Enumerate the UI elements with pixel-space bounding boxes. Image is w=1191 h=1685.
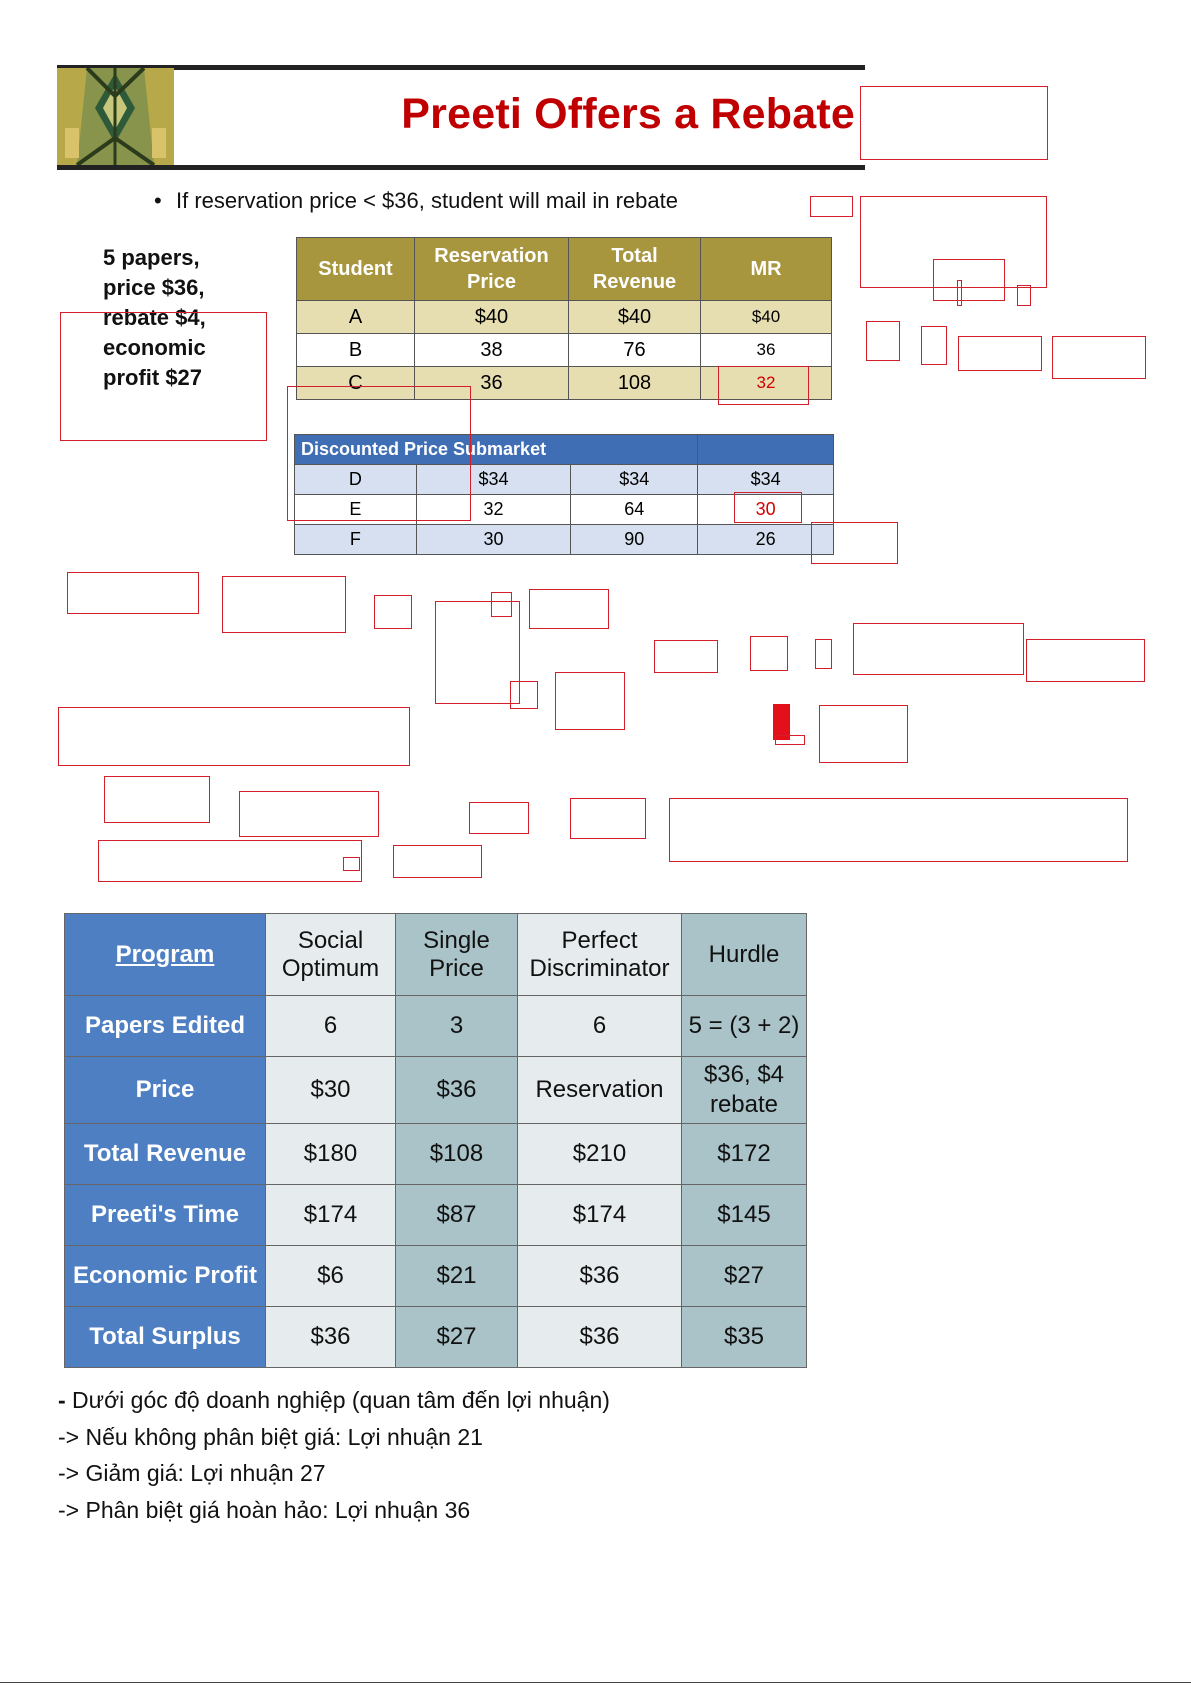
table-cell: $34 [571, 465, 698, 495]
note-line: -> Phân biệt giá hoàn hảo: Lợi nhuận 36 [58, 1496, 471, 1523]
table-header-row [65, 914, 807, 996]
table-cell: 6 [518, 996, 682, 1057]
program-link[interactable]: Program [115, 940, 215, 968]
table-cell: C [297, 367, 415, 400]
col-header: Single Price [396, 914, 518, 996]
annotation-box [1052, 336, 1146, 379]
table-cell: $27 [396, 1307, 518, 1368]
row-label: Papers Edited [65, 996, 266, 1057]
table-cell: D [295, 465, 417, 495]
header-rule-top [57, 65, 865, 70]
table-cell: $180 [266, 1124, 396, 1185]
table-cell: 3 [396, 996, 518, 1057]
annotation-box [58, 707, 410, 766]
table-cell: $30 [266, 1057, 396, 1124]
annotation-box [718, 366, 809, 405]
table-cell: 64 [571, 495, 698, 525]
col-header: Hurdle [682, 914, 807, 996]
annotation-box [510, 681, 538, 709]
table-cell: $40 [569, 301, 701, 334]
table-cell: 32 [701, 367, 832, 400]
annotation-box [860, 86, 1048, 160]
row-label: Economic Profit [65, 1246, 266, 1307]
annotation-box [104, 776, 210, 823]
annotation-box [866, 321, 900, 361]
col-header: Perfect Discriminator [518, 914, 682, 996]
annotation-box [529, 589, 609, 629]
annotation-box [750, 636, 788, 671]
annotation-box [957, 280, 962, 306]
side-note-line: rebate $4, [103, 305, 206, 330]
stained-glass-logo [57, 68, 174, 165]
table-cell: 32 [416, 495, 571, 525]
col-header: Reservation Price [415, 238, 569, 301]
note-line: -> Giảm giá: Lợi nhuận 27 [58, 1460, 326, 1486]
note-line: -> Nếu không phân biệt giá: Lợi nhuận 21 [58, 1423, 483, 1450]
annotation-box [60, 312, 267, 441]
table-row [295, 525, 834, 555]
table-cell: A [297, 301, 415, 334]
annotation-box [810, 196, 853, 217]
comparison-table [64, 913, 807, 1368]
table-cell: $40 [415, 301, 569, 334]
side-note-line: 5 papers, [103, 245, 200, 270]
annotation-box [1017, 285, 1031, 306]
table-cell: $40 [701, 301, 832, 334]
table-cell: $21 [396, 1246, 518, 1307]
annotation-box [853, 623, 1024, 675]
note-text: Dưới góc độ doanh nghiệp (quan tâm đến lợi nhuận) [65, 1387, 610, 1413]
table-cell: B [297, 334, 415, 367]
table-row [297, 334, 832, 367]
table-cell: $34 [698, 465, 834, 495]
table-cell: $36 [266, 1307, 396, 1368]
annotation-box [811, 522, 898, 564]
side-note-line: economic [103, 335, 206, 360]
annotation-box [67, 572, 199, 614]
table-cell: $145 [682, 1185, 807, 1246]
table-cell: 36 [701, 334, 832, 367]
annotation-box [393, 845, 482, 878]
table-cell: $210 [518, 1124, 682, 1185]
table-cell: $34 [416, 465, 571, 495]
col-header: Total Revenue [569, 238, 701, 301]
annotation-box [222, 576, 346, 633]
row-label: Total Surplus [65, 1307, 266, 1368]
table-cell: $36, $4 rebate [682, 1057, 807, 1124]
table-cell: $36 [518, 1307, 682, 1368]
annotation-box [958, 336, 1042, 371]
bullet-text: • If reservation price < $36, student will mail in rebate [154, 188, 678, 213]
side-note-line: profit $27 [103, 365, 203, 390]
table-cell: 5 = (3 + 2) [682, 996, 807, 1057]
table-cell: $172 [682, 1124, 807, 1185]
annotation-box [933, 259, 1005, 301]
annotation-box [98, 840, 362, 882]
table-row [65, 1307, 807, 1368]
table-row [297, 301, 832, 334]
note-dash: - [58, 1387, 66, 1413]
table-row [65, 1246, 807, 1307]
annotation-box [435, 601, 520, 704]
table-cell: 76 [569, 334, 701, 367]
slide-title: Preeti Offers a Rebate [401, 90, 855, 138]
annotation-box [469, 802, 529, 834]
annotation-box [239, 791, 379, 837]
table-cell: F [295, 525, 417, 555]
table-cell: $174 [518, 1185, 682, 1246]
table-cell: 38 [415, 334, 569, 367]
table-row [65, 996, 807, 1057]
table-cell: $6 [266, 1246, 396, 1307]
table-cell: 30 [698, 495, 834, 525]
notes [58, 1382, 610, 1528]
annotation-box [815, 639, 832, 669]
annotation-box [775, 735, 805, 745]
annotation-box [654, 640, 718, 673]
discount-table-header-blank [698, 435, 834, 465]
table-cell: $36 [518, 1246, 682, 1307]
table-cell: $36 [396, 1057, 518, 1124]
table-cell: 30 [416, 525, 571, 555]
side-note-line: price $36, [103, 275, 205, 300]
annotation-box [555, 672, 625, 730]
table-cell: $87 [396, 1185, 518, 1246]
annotation-box [343, 857, 360, 871]
annotation-box [287, 386, 471, 521]
table-row [65, 1185, 807, 1246]
page-bottom-rule [0, 1682, 1191, 1683]
annotation-box [734, 492, 802, 523]
annotation-box [1026, 639, 1145, 682]
table-cell: $27 [682, 1246, 807, 1307]
table-cell: 26 [698, 525, 834, 555]
note-line [58, 1382, 610, 1419]
col-header: Social Optimum [266, 914, 396, 996]
annotation-box [669, 798, 1128, 862]
table-row [65, 1057, 807, 1124]
table-cell: 108 [569, 367, 701, 400]
discount-table-header: Discounted Price Submarket [295, 435, 698, 465]
col-header: MR [701, 238, 832, 301]
row-label: Total Revenue [65, 1124, 266, 1185]
annotation-box [819, 705, 908, 763]
annotation-box [921, 326, 947, 365]
table-cell: 90 [571, 525, 698, 555]
row-label: Price [65, 1057, 266, 1124]
table-cell: $35 [682, 1307, 807, 1368]
table-row [65, 1124, 807, 1185]
annotation-box [374, 595, 412, 629]
annotation-box [570, 798, 646, 839]
header-rule-bottom [57, 165, 865, 170]
table-cell: $174 [266, 1185, 396, 1246]
col-header: Student [297, 238, 415, 301]
program-header [65, 914, 266, 996]
table-cell: Reservation [518, 1057, 682, 1124]
table-cell: E [295, 495, 417, 525]
table-cell: 36 [415, 367, 569, 400]
row-label: Preeti's Time [65, 1185, 266, 1246]
table-cell: 6 [266, 996, 396, 1057]
table-cell: $108 [396, 1124, 518, 1185]
bullet-label: If reservation price < $36, student will mail in rebate [176, 188, 678, 213]
